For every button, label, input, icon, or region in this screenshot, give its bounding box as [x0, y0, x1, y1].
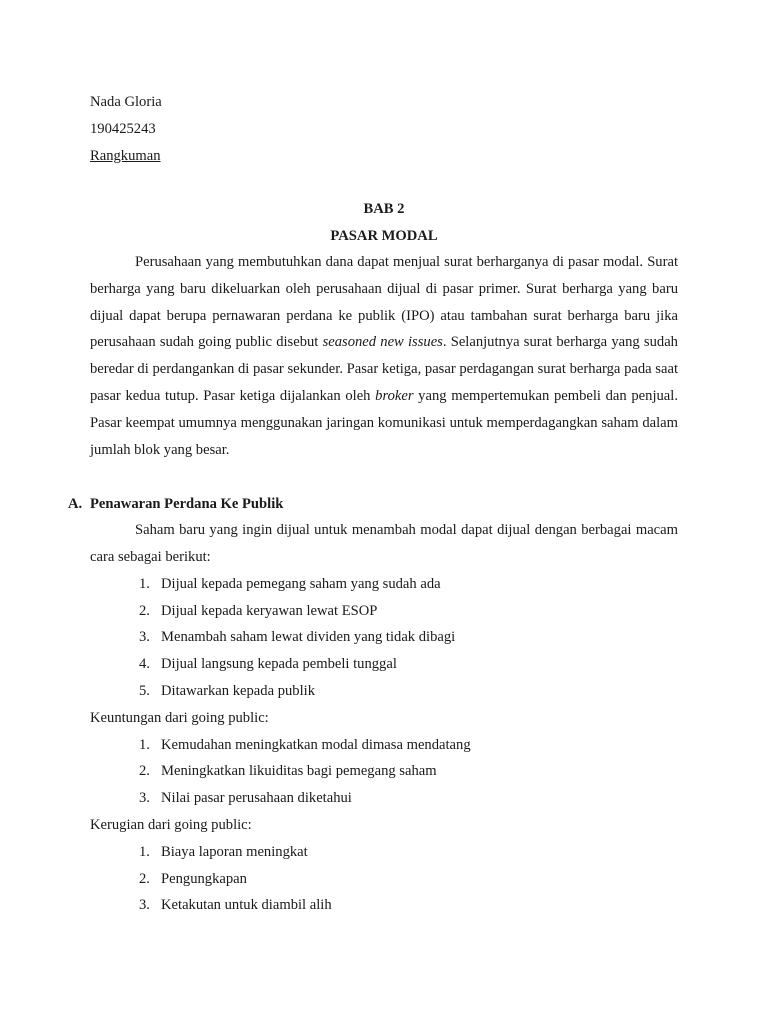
list-number: 1.: [139, 576, 150, 592]
list-item: [139, 681, 315, 701]
list-item: [139, 788, 352, 808]
list-number: 1.: [139, 737, 150, 753]
list-number: 3.: [139, 790, 150, 806]
advantages-label: Keuntungan dari going public:: [90, 710, 269, 726]
list-item: [139, 895, 332, 915]
list-item: [139, 574, 441, 594]
list-text: Ditawarkan kepada publik: [161, 683, 315, 699]
list-number: 4.: [139, 656, 150, 672]
list-text: Dijual langsung kepada pembeli tunggal: [161, 656, 397, 672]
chapter-title: PASAR MODAL: [330, 228, 438, 244]
list-item: [139, 869, 247, 889]
list-text: Pengungkapan: [161, 871, 247, 887]
intro-text-1: Perusahaan yang membutuhkan dana dapat menjual surat berharganya di pasar modal. Surat berharga yang baru dikeluarkan oleh perusahaan dijual di pasar primer. Surat berharga yang baru dijual dapat berupa pernawaran perdana ke publik (IPO) atau tambahan surat berharga baru jika perusahaan sudah going public disebut: [90, 254, 678, 351]
list-text: Menambah saham lewat dividen yang tidak dibagi: [161, 629, 456, 645]
list-number: 5.: [139, 683, 150, 699]
chapter-number: BAB 2: [363, 201, 405, 217]
list-item: [139, 654, 397, 674]
list-text: Dijual kepada pemegang saham yang sudah ada: [161, 576, 441, 592]
intro-italic-term-2: broker: [375, 387, 414, 404]
list-text: Meningkatkan likuiditas bagi pemegang saham: [161, 763, 437, 779]
list-text: Biaya laporan meningkat: [161, 844, 308, 860]
list-text: Ketakutan untuk diambil alih: [161, 897, 332, 913]
intro-text-3: yang mempertemukan pembeli dan penjual. Pasar keempat umumnya menggunakan jaringan komunikasi untuk memperdagangkan saham dalam jumlah blok yang besar.: [90, 387, 678, 458]
student-id: 190425243: [90, 121, 156, 137]
list-text: Nilai pasar perusahaan diketahui: [161, 790, 352, 806]
intro-text-2: . Selanjutnya surat berharga yang sudah beredar di perdangankan di pasar sekunder. Pasar ketiga, pasar perdagangan surat berharga pada saat pasar kedua tutup. Pasar ketiga dijalankan oleh: [90, 334, 678, 404]
list-number: 2.: [139, 763, 150, 779]
list-text: Dijual kepada keryawan lewat ESOP: [161, 603, 378, 619]
intro-paragraph: [90, 249, 678, 463]
list-item: [139, 627, 455, 647]
list-number: 3.: [139, 897, 150, 913]
list-number: 1.: [139, 844, 150, 860]
list-text: Kemudahan meningkatkan modal dimasa mendatang: [161, 737, 471, 753]
list-item: [139, 735, 471, 755]
disadvantages-label: Kerugian dari going public:: [90, 817, 252, 833]
author-name: Nada Gloria: [90, 94, 162, 110]
list-number: 3.: [139, 629, 150, 645]
list-item: [139, 842, 308, 862]
list-item: [139, 601, 377, 621]
section-a-intro: [90, 517, 678, 571]
section-a-letter: A.: [68, 496, 83, 512]
list-number: 2.: [139, 871, 150, 887]
section-a-heading: [68, 494, 283, 514]
section-a-intro-text: Saham baru yang ingin dijual untuk menambah modal dapat dijual dengan berbagai macam cara sebagai berikut:: [90, 522, 678, 565]
intro-italic-term-1: seasoned new issues: [322, 334, 443, 351]
list-item: [139, 761, 437, 781]
document-label: Rangkuman: [90, 148, 161, 164]
list-number: 2.: [139, 603, 150, 619]
section-a-title: Penawaran Perdana Ke Publik: [90, 496, 284, 512]
